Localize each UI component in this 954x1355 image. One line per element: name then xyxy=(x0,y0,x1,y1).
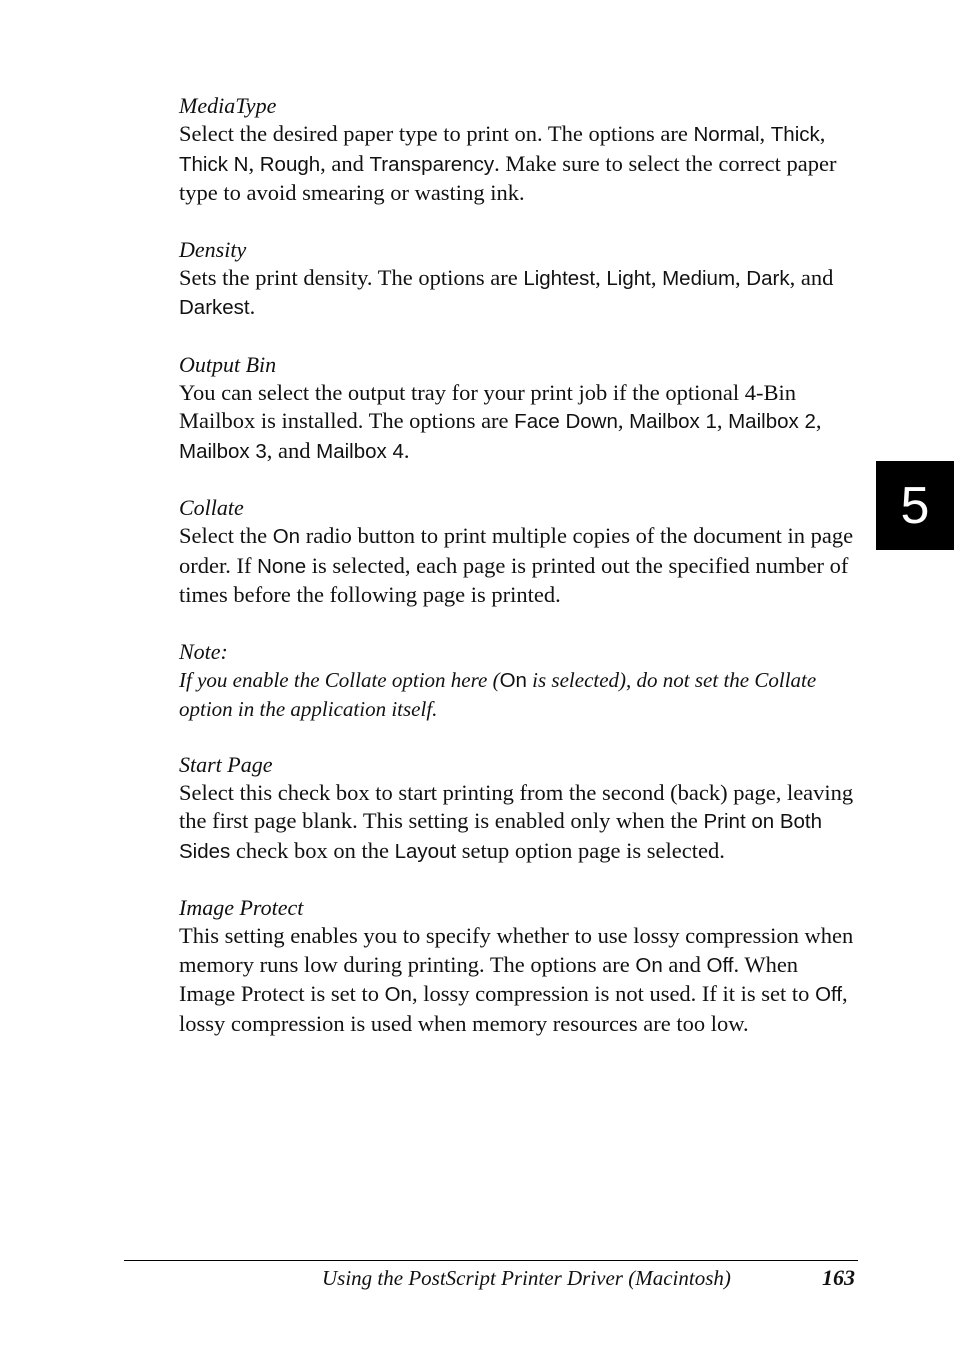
heading-output-bin: Output Bin xyxy=(179,351,277,377)
section-start-page xyxy=(179,751,859,867)
heading-mediatype: MediaType xyxy=(179,93,277,118)
heading-collate: Collate xyxy=(179,495,244,520)
paragraph-image-protect: This setting enables you to specify whether to use lossy compression when memory runs low during printing. The options are On and Off. When Image Protect is set to On, lossy compression is not used. If it is set to Off, lossy compression is used when memory resources are too low. xyxy=(179,923,854,1036)
paragraph-mediatype: Select the desired paper type to print on. The options are Normal, Thick, Thick N, Rough, and Transparency. Make sure to select the correct paper type to avoid smearing or wasting ink. xyxy=(179,121,837,205)
section-mediatype xyxy=(179,92,859,208)
paragraph-collate: Select the On radio button to print multiple copies of the document in page order. If None is selected, each page is printed out the specified number of times before the following page is printed. xyxy=(179,523,854,607)
paragraph-output-bin: You can select the output tray for your print job if the optional 4-Bin Mailbox is installed. The options are Face Down, Mailbox 1, Mailbox 2, Mailbox 3, and Mailbox 4. xyxy=(179,379,822,463)
section-collate xyxy=(179,494,859,610)
footer-title: Using the PostScript Printer Driver (Macintosh) xyxy=(322,1266,731,1290)
section-output-bin xyxy=(179,351,859,467)
section-note xyxy=(179,638,859,723)
section-density xyxy=(179,236,859,323)
page-number: 163 xyxy=(822,1265,855,1290)
paragraph-start-page: Select this check box to start printing from the second (back) page, leaving the first page blank. This setting is enabled only when the Print on Both Sides check box on the Layout setup option page is selected. xyxy=(179,779,854,863)
page-content xyxy=(179,92,859,1038)
paragraph-density: Sets the print density. The options are Lightest, Light, Medium, Dark, and Darkest. xyxy=(179,264,834,319)
paragraph-note: If you enable the Collate option here (On is selected), do not set the Collate option in the application itself. xyxy=(179,667,817,721)
section-image-protect xyxy=(179,894,859,1038)
heading-image-protect: Image Protect xyxy=(179,895,304,920)
heading-start-page: Start Page xyxy=(179,751,273,777)
footer-divider xyxy=(124,1260,858,1261)
chapter-tab: 5 xyxy=(876,461,954,550)
heading-note: Note: xyxy=(179,638,228,664)
heading-density: Density xyxy=(179,236,247,262)
